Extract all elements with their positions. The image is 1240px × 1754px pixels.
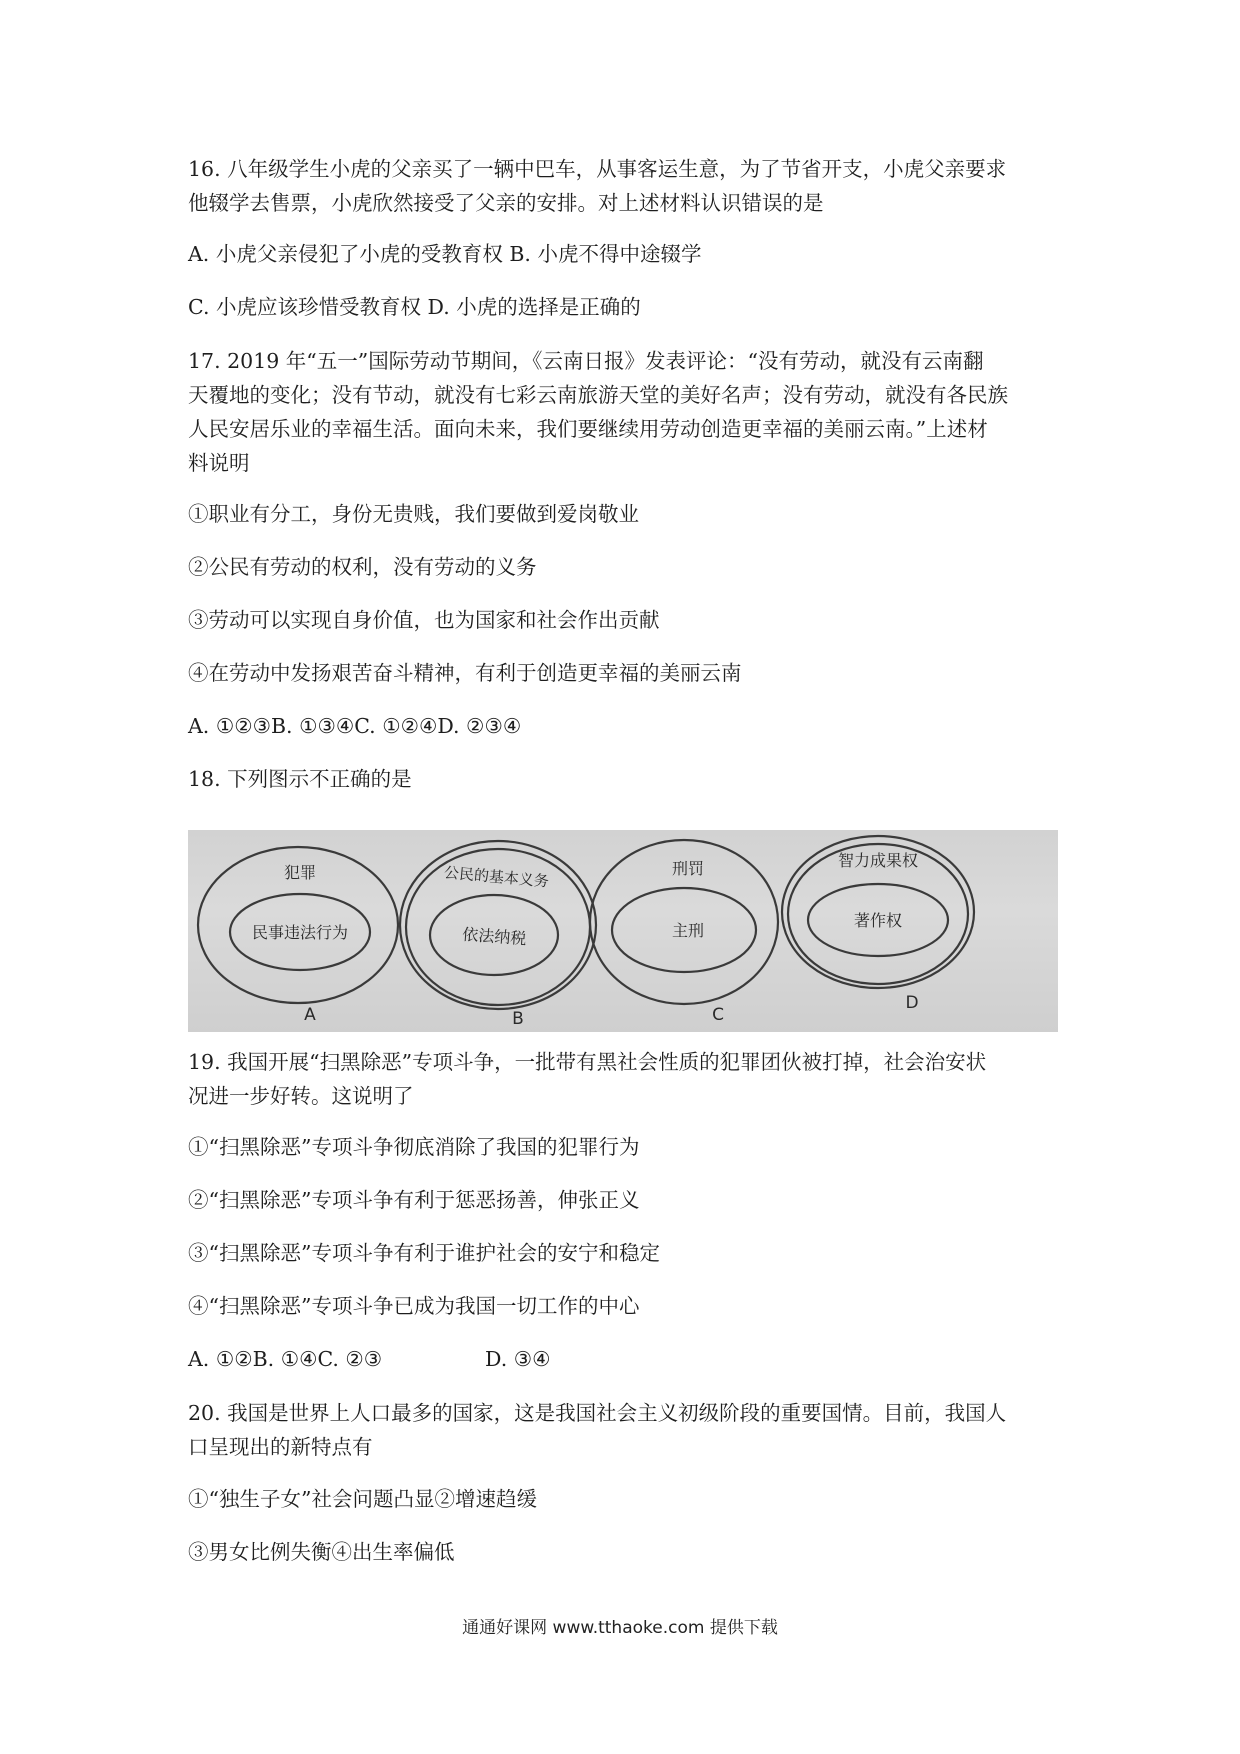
q16-options-cd: C. 小虎应该珍惜受教育权 D. 小虎的选择是正确的 <box>188 295 641 319</box>
venn-c-outer-label: 刑罚 <box>671 859 705 878</box>
venn-b-letter: B <box>512 1009 524 1029</box>
q19-statement-3: ③“扫黑除恶”专项斗争有利于谁护社会的安宁和稳定 <box>188 1241 660 1265</box>
q20-stem-line-1: 20. 我国是世界上人口最多的国家，这是我国社会主义初级阶段的重要国情。目前，我国人 <box>188 1401 1007 1425</box>
q19-options-abc: A. ①②B. ①④C. ②③ <box>188 1347 383 1371</box>
q17-statement-4: ④在劳动中发扬艰苦奋斗精神，有利于创造更幸福的美丽云南 <box>188 661 742 685</box>
venn-a-inner-label: 民事违法行为 <box>251 923 349 942</box>
venn-b-inner-label: 依法纳税 <box>461 924 527 949</box>
venn-d-inner-label: 著作权 <box>853 911 903 930</box>
q17-statement-2: ②公民有劳动的权利，没有劳动的义务 <box>188 555 537 579</box>
venn-c-letter: C <box>712 1005 724 1025</box>
venn-c-inner-label: 主刑 <box>671 921 705 940</box>
q17-stem-line-1: 17. 2019 年“五一”国际劳动节期间，《云南日报》发表评论：“没有劳动，就没有云南翻 <box>188 349 984 373</box>
venn-b-outer <box>400 841 596 1009</box>
venn-d-letter: D <box>905 993 919 1013</box>
q19-option-d: D. ③④ <box>485 1347 551 1371</box>
q18-venn-figure <box>188 830 1058 1032</box>
venn-a-outer-label: 犯罪 <box>283 863 317 882</box>
venn-b-outer-label: 公民的基本义务 <box>443 863 550 891</box>
q19-stem-line-1: 19. 我国开展“扫黑除恶”专项斗争，一批带有黑社会性质的犯罪团伙被打掉，社会治安状 <box>188 1050 987 1074</box>
venn-a-letter: A <box>304 1005 316 1025</box>
q17-stem-line-4: 料说明 <box>188 451 250 475</box>
q17-stem-line-3: 人民安居乐业的幸福生活。面向未来，我们要继续用劳动创造更幸福的美丽云南。”上述材 <box>188 417 988 441</box>
venn-diagrams-svg <box>188 830 1058 1032</box>
q17-options: A. ①②③B. ①③④C. ①②④D. ②③④ <box>188 714 522 738</box>
q16-stem-line-2: 他辍学去售票，小虎欣然接受了父亲的安排。对上述材料认识错误的是 <box>188 191 824 215</box>
q17-statement-1: ①职业有分工，身份无贵贱，我们要做到爱岗敬业 <box>188 502 639 526</box>
q17-stem-line-2: 天覆地的变化；没有节动，就没有七彩云南旅游天堂的美好名声；没有劳动，就没有各民族 <box>188 383 1008 407</box>
q19-statement-2: ②“扫黑除恶”专项斗争有利于惩恶扬善，伸张正义 <box>188 1188 640 1212</box>
q17-statement-3: ③劳动可以实现自身价值，也为国家和社会作出贡献 <box>188 608 660 632</box>
q20-statements-1-2: ①“独生子女”社会问题凸显②增速趋缓 <box>188 1487 537 1511</box>
q18-stem: 18. 下列图示不正确的是 <box>188 767 412 791</box>
q19-statement-4: ④“扫黑除恶”专项斗争已成为我国一切工作的中心 <box>188 1294 640 1318</box>
q16-stem-line-1: 16. 八年级学生小虎的父亲买了一辆中巴车，从事客运生意，为了节省开支，小虎父亲要求 <box>188 157 1007 181</box>
q19-stem-line-2: 况进一步好转。这说明了 <box>188 1084 414 1108</box>
page-footer-source: 通通好课网 www.tthaoke.com 提供下载 <box>462 1618 778 1638</box>
q16-options-ab: A. 小虎父亲侵犯了小虎的受教育权 B. 小虎不得中途辍学 <box>188 242 702 266</box>
q20-stem-line-2: 口呈现出的新特点有 <box>188 1435 373 1459</box>
q20-statements-3-4: ③男女比例失衡④出生率偏低 <box>188 1540 455 1564</box>
venn-d-outer-label: 智力成果权 <box>837 851 919 870</box>
q19-statement-1: ①“扫黑除恶”专项斗争彻底消除了我国的犯罪行为 <box>188 1135 640 1159</box>
